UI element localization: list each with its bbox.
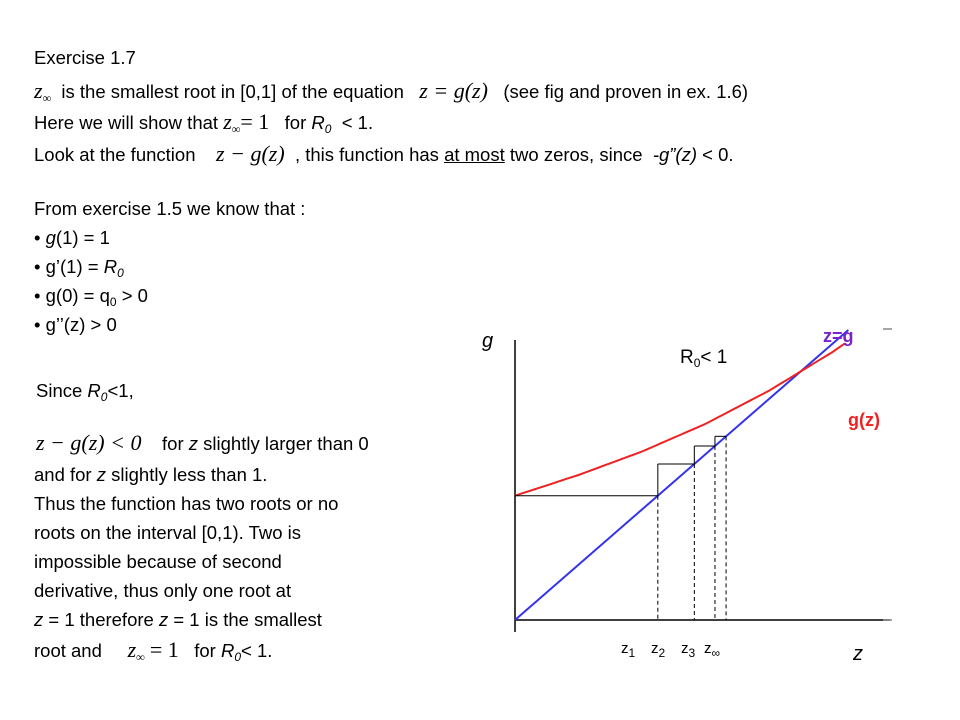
argument-line-d: roots on the interval [0,1). Two is (34, 522, 302, 543)
argument-line-e: impossible because of second (34, 551, 282, 572)
exercise-line-2: Here we will show that $z_\infty= 1$ for $R_0 < 1$. (34, 109, 374, 136)
function-z-minus-g: z − g(z) (216, 141, 285, 166)
exercise-title: Exercise 1.7 (34, 47, 136, 68)
fact-item-1: • g(1) = 1 (34, 227, 110, 248)
iteration-label-zinf: $z_\infty$ (704, 640, 721, 660)
fact-item-3: • $g(0) = q_0 > 0$ (34, 285, 148, 309)
x-axis-label: z (853, 643, 863, 665)
argument-line-f: derivative, thus only one root at (34, 580, 292, 601)
z-infinity-symbol: $z_\infty$ (127, 637, 145, 664)
z-infinity-symbol: $z_\infty$ (34, 78, 52, 105)
series-label-identity: z=g (823, 326, 854, 346)
argument-line-b: and for z slightly less than 1. (34, 464, 268, 485)
inequality-line: z − g(z) < 0 for z slightly larger than 0 (36, 430, 369, 455)
argument-line-g: z = 1 therefore z = 1 is the smallest (34, 609, 322, 630)
exercise-line-1: $z_\infty$ is the smallest root in [0,1] of the equation z = g(z) (see fig and proven in ex. 1.6) (34, 78, 749, 105)
facts-intro: From exercise 1.5 we know that : (34, 198, 306, 219)
fact-item-2: • g’(1) = $R_0$ (34, 256, 124, 280)
equation-z-equals-g: z = g(z) (419, 78, 488, 103)
fact-item-4: • g’’(z) > 0 (34, 314, 117, 335)
underlined-at-most: at most (444, 144, 505, 165)
inequality-expression: z − g(z) < 0 (36, 430, 142, 455)
argument-line-c: Thus the function has two roots or no (34, 493, 339, 514)
y-axis-label: g (482, 330, 494, 352)
iteration-label-z2: $z_2$ (651, 640, 666, 660)
z-infinity-symbol: $z_\infty$ (223, 109, 241, 136)
series-label-g: g(z) (848, 410, 880, 430)
iteration-label-z3: $z_3$ (681, 640, 696, 660)
r0-annotation: $R_0< 1$ (680, 347, 728, 370)
exercise-line-3: Look at the function z − g(z) , this function has at most two zeros, since -g”(z) < 0. (34, 141, 734, 166)
iteration-label-z1: $z_1$ (621, 640, 636, 660)
since-line: Since $R_0<1$, (36, 380, 134, 404)
argument-line-h: root and $z_\infty = 1$ for $R_0< 1$. (34, 637, 273, 664)
